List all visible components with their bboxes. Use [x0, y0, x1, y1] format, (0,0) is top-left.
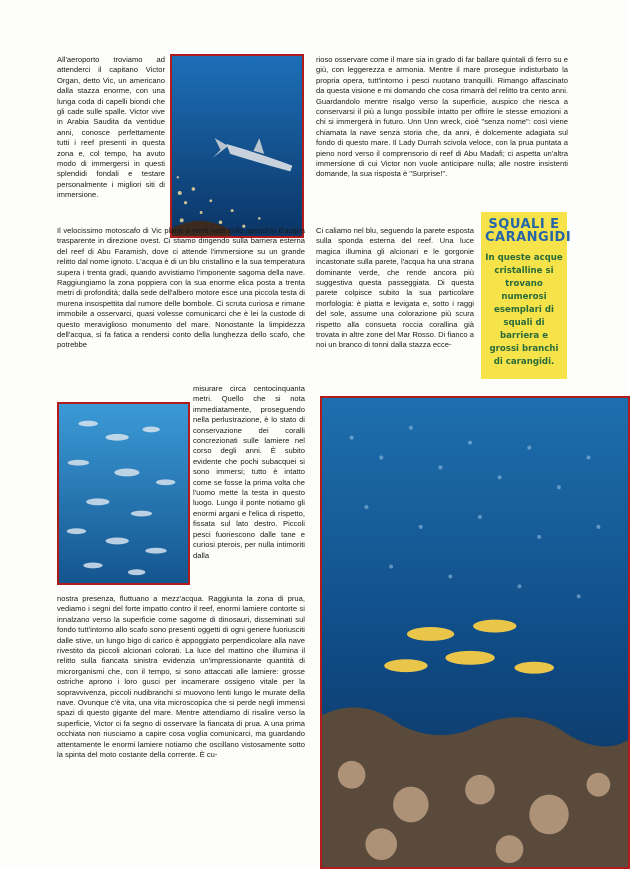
sidebar-title-line2: CARANGIDI	[485, 230, 572, 245]
article-text-col2-mid: Ci caliamo nel blu, seguendo la parete esposta sulla sponda esterna del reef. Una luce magica illumina gli alcionari e le gorgonie incastonate sulla parete, l'acqua ha una strana dominante verde, che rende ancora più suggestiva questa passeggiata. Di questa parete colpisce subito la sua particolare morfologia: è piatta e levigata e, sotto i raggi del sole, assume una colorazione più scura rispetto alla consueta roccia corallina già trovata in altre zone del Mar Rosso. Di fianco a noi un branco di tonni dalla stazza ecce-	[316, 226, 474, 350]
sidebar-text: In queste acque cristalline si trovano numerosi esemplari di squali di barriera e grossi branchi di carangidi.	[485, 253, 563, 367]
sidebar-title-line1: SQUALI E	[488, 217, 560, 232]
shark-photo-image	[172, 56, 302, 236]
reef-photo	[320, 396, 630, 869]
sidebar-box	[481, 212, 572, 379]
article-text-col1-top: All'aeroporto troviamo ad attenderci il capitano Victor Organ, detto Vic, un americano dalla stazza enorme, con una lunga coda di capelli biondi che gli cade sulle spalle. Victor vive in Arabia Saudita da ventidue anni, conosce perfettamente tutti i reef presenti in questa zona e, col tempo, ha avuto modo di immergersi in questi splendidi fondali e testare personalmente i migliori siti di immersione.	[57, 55, 165, 200]
article-text-col1-mid: Il velocissimo motoscafo di Vic plana a venti nodi sullo specchio d'acqua trasparente in direzione ovest. Ci stiamo dirigendo sulla barriera esterna del reef di Abu Faramish, dove ci attende l'immersione su un grande relitto dal nome ignoto. L'acqua è di un blu cristallino e la sua temperatura supera i trenta gradi, quando avvistiamo l'imponente sagoma della nave. Raggiungiamo la zona poppiera con la sua enorme elica posta a trenta metri di profondità; dalla sede dell'albero motore esce una piccola testa di murena insospettita dal rumore delle bombole. Ci scruta curiosa e rimane immobile a osservarci, quasi volesse comunicarci che è lei la custode di questo meraviglioso monumento del mare. Nonostante la limpidezza dell'acqua, si fa fatica a rendersi conto della lunghezza dello scafo, che potrebbe	[57, 226, 305, 350]
fish-school-image	[59, 404, 188, 583]
sidebar-title	[485, 217, 572, 245]
article-text-col2-top: rioso osservare come il mare sia in grado di far ballare quintali di ferro su e giù, con leggerezza e armonia. Mentre il mare prosegue indisturbato la propria opera, tutt'intorno i pesci nuotano tranquilli. Rimango affascinato da questa visione e mi domando che cosa rimarrà del relitto tra cento anni. Guardandolo mentre risalgo verso la superficie, auspico che riesca a conservarsi il più a lungo possibile intatto per offrire le stesse emozioni a chi si immergerà in futuro. Unn Unn wreck, cioè "senza nome": così viene chiamata la nave senza storia che, da anni, è dolcemente adagiata sul fondo di questo mare. Il Lady Durrah scivola veloce, con la prua puntata a pieno nord verso il comprensorio di reef di Abu Madafi; ci aspetta un'altra immersione di cui Victor non vuole anticipare nulla; alle nostre insistenti domande, la sua risposta è "Surprise!".	[316, 55, 568, 179]
reef-image	[322, 398, 628, 867]
fish-school-photo	[57, 402, 190, 585]
article-text-col1-bottom: nostra presenza, fluttuano a mezz'acqua. Raggiunta la zona di prua, vediamo i segni del forte impatto contro il reef, enormi lamiere contorte si innalzano verso la superficie come sagome di dinosauri, disseminati sul fondo tutt'intorno allo scafo sono presenti oggetti di ogni genere fuoriusciti dalle stive, un lungo bigo di carico è appoggiato perpendicolare alla nave rivestito da piccoli alcionari colorati. La luce del mattino che illumina il relitto sulla fiancata sinistra evidenzia un'impressionante quantità di microrganismi che, con il tempo, si sono attaccati alle lamiere: grosse ostriche aprono i loro gusci per incamerare ossigeno vitale per la sopravvivenza, piccoli nudibranchi si muovono lenti lungo le murate della nave. Ovunque c'è vita, una vita microscopica che si perde negli immensi spazi di questo gigante del mare. Mentre attendiamo di risalire verso la superficie, Victor ci fa segno di osservare la fiancata di prua. A una prima occhiata non riusciamo a capire cosa voglia comunicarci, ma guardando attentamente le enormi lamiere notiamo che oscillano vistosamente sotto la spinta del moto costante della corrente. È cu-	[57, 594, 305, 760]
shark-photo	[170, 54, 304, 238]
article-text-col1-right: misurare circa centocinquanta metri. Quello che si nota immediatamente, proseguendo nella perlustrazione, è lo stato di conservazione dei coralli concrezionati sulle lamiere nel corso degli anni. È subito evidente che pochi subacquei si sono immersi; tutto è intatto come se fosse la prima volta che l'uomo mette la testa in questo luogo. Lungo il ponte notiamo gli enormi argani e l'elica di rispetto, fissata sul lato destro. Piccoli pesci fuoriescono dalle tane e curiosi pterois, per nulla intimoriti dalla	[193, 384, 305, 560]
